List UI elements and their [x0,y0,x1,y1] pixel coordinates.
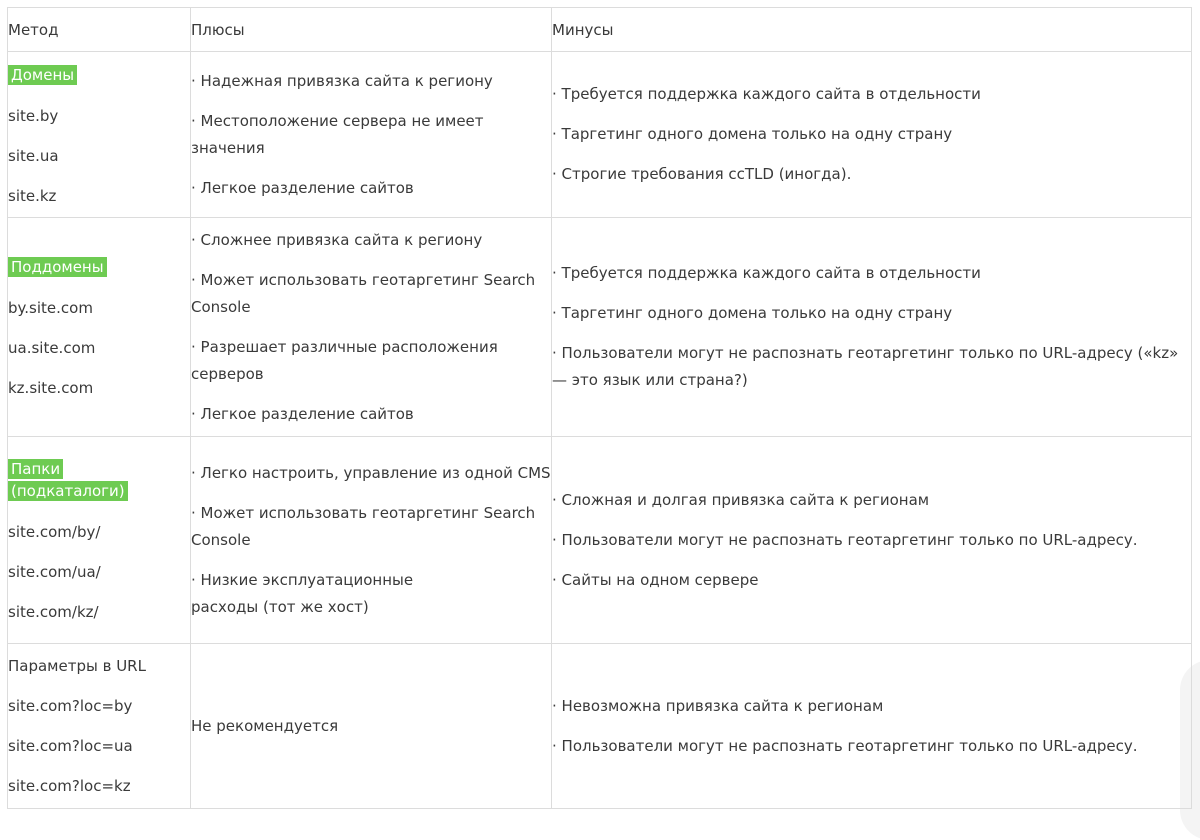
method-example: site.com?loc=by [8,697,133,715]
cons-item: · Пользователи могут не распознать геотаргетинг только по URL-адресу. [552,530,1138,549]
cons-item: · Сайты на одном сервере [552,570,759,589]
method-cell [8,52,191,218]
pros-item: · Надежная привязка сайта к региону [191,71,493,90]
pros-item: · Сложнее привязка сайта к региону [191,230,483,249]
cons-item: · Требуется поддержка каждого сайта в отдельности [552,85,981,103]
pros-item: · Легко настроить, управление из одной CMS [191,463,551,482]
pros-cell [191,52,552,218]
pros-item: · Может использовать геотаргетинг Search Console [191,270,536,316]
method-cell [8,644,191,809]
method-tag: Папки (подкаталоги) [8,459,128,501]
pros-text: Не рекомендуется [191,716,339,735]
cons-cell [552,437,1192,644]
method-example: site.kz [8,186,57,205]
method-title: Параметры в URL [8,657,146,675]
cons-item: · Невозможна привязка сайта к регионам [552,696,884,715]
cons-item: · Таргетинг одного домена только на одну страну [552,125,953,143]
pros-item: · Легкое разделение сайтов [191,178,414,197]
method-example: site.com?loc=ua [8,737,133,755]
method-tag: Поддомены [8,257,107,277]
pros-item: · Местоположение сервера не имеет значения [191,111,484,157]
table-row [8,52,1192,218]
comparison-table [7,7,1192,809]
method-example: by.site.com [8,299,93,317]
method-example: site.com?loc=kz [8,777,131,795]
table-header-row [8,8,1192,52]
cons-item: · Таргетинг одного домена только на одну страну [552,304,953,322]
method-example: site.ua [8,146,59,165]
cons-item: · Строгие требования ccTLD (иногда). [552,165,852,183]
table-row [8,644,1192,809]
cons-item: · Пользователи могут не распознать геотаргетинг только по URL-адресу. [552,736,1138,755]
pros-cell [191,644,552,809]
header-cons: Минусы [552,8,1192,52]
cons-item: · Пользователи могут не распознать геотаргетинг только по URL-адресу («kz» — это язык или страна?) [552,344,1179,389]
pros-cell [191,437,552,644]
pros-item: · Может использовать геотаргетинг Search Console [191,503,536,549]
cons-cell [552,52,1192,218]
method-cell [8,218,191,437]
pros-item: · Низкие эксплуатационные расходы (тот же хост) [191,570,414,616]
table-row [8,437,1192,644]
method-example: site.com/ua/ [8,563,101,581]
cons-item: · Сложная и долгая привязка сайта к регионам [552,490,930,509]
method-tag: Домены [8,65,77,85]
table-row [8,218,1192,437]
cons-item: · Требуется поддержка каждого сайта в отдельности [552,264,981,282]
method-cell [8,437,191,644]
cons-cell [552,218,1192,437]
method-example: site.com/by/ [8,523,101,541]
method-example: ua.site.com [8,339,96,357]
pros-item: · Разрешает различные расположения серверов [191,337,498,383]
header-method: Метод [8,8,191,52]
method-example: kz.site.com [8,379,94,397]
header-pros: Плюсы [191,8,552,52]
pros-cell [191,218,552,437]
cons-cell [552,644,1192,809]
pros-item: · Легкое разделение сайтов [191,404,414,423]
method-example: site.com/kz/ [8,603,99,621]
method-example: site.by [8,106,59,125]
